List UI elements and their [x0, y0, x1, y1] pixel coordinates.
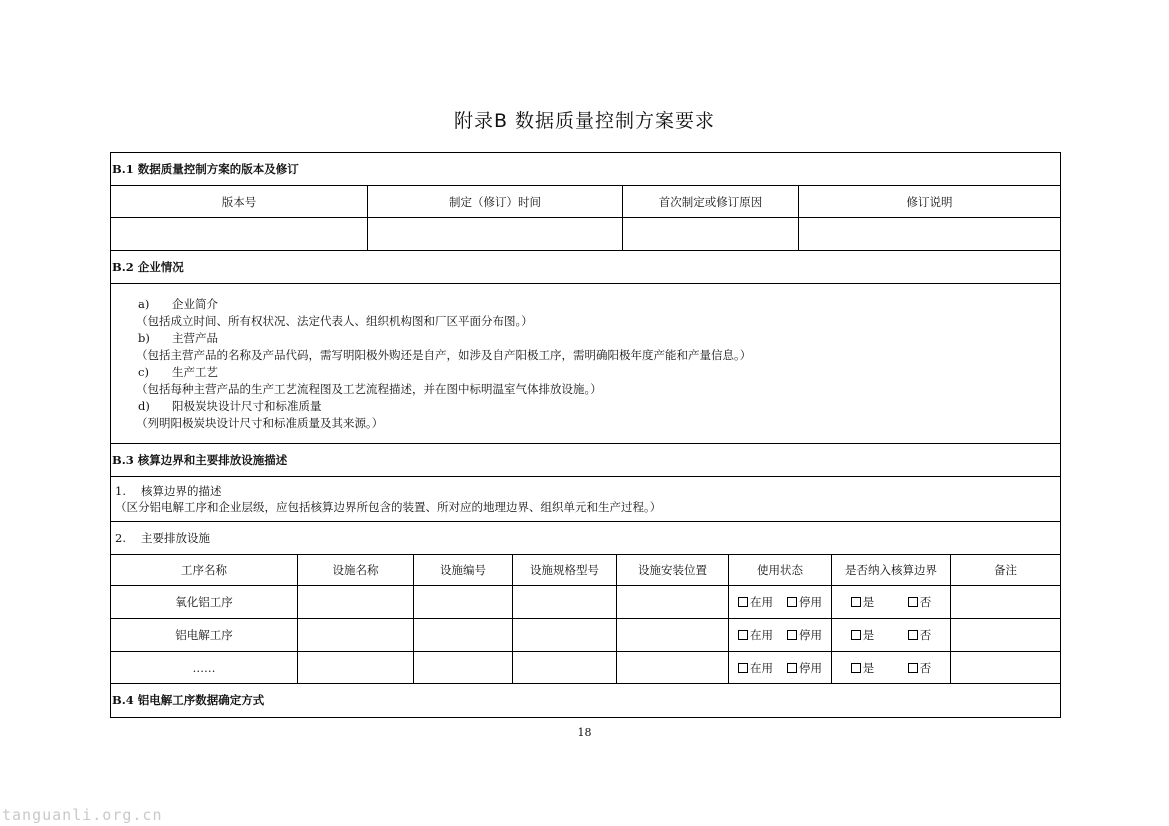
b2-item-d-note: （列明阳极炭块设计尺寸和标准质量及其来源。） — [136, 416, 384, 430]
checkbox-icon — [908, 630, 918, 640]
checkbox-icon — [851, 663, 861, 673]
usage-status-options — [729, 619, 832, 651]
b3-facilities-label: 2. 主要排放设施 — [111, 522, 1060, 555]
status-stopped-checkbox[interactable]: 停用 — [787, 594, 822, 610]
b1-empty-row — [111, 218, 1060, 251]
b2-item-b: b) 主营产品 — [138, 331, 218, 345]
section-b2-heading: B.2 企业情况 — [111, 251, 1060, 284]
col-revision-reason: 首次制定或修订原因 — [623, 186, 799, 217]
facility-name-cell[interactable] — [298, 652, 414, 683]
b2-company-info — [111, 284, 1060, 444]
table-row — [111, 652, 1060, 684]
in-boundary-options — [832, 619, 951, 651]
checkbox-icon — [908, 663, 918, 673]
process-name: 铝电解工序 — [111, 619, 298, 651]
status-in-use-checkbox[interactable]: 在用 — [738, 627, 773, 643]
facility-model-cell[interactable] — [513, 586, 617, 618]
col-in-boundary: 是否纳入核算边界 — [832, 555, 951, 585]
boundary-no-checkbox[interactable]: 否 — [908, 660, 932, 676]
section-b1-heading: B.1 数据质量控制方案的版本及修订 — [111, 153, 1060, 186]
usage-status-options — [729, 586, 832, 618]
facility-name-cell[interactable] — [298, 586, 414, 618]
checkbox-icon — [787, 663, 797, 673]
watermark: tanguanli.org.cn — [2, 806, 163, 824]
b2-item-c-note: （包括每种主营产品的生产工艺流程图及工艺流程描述，并在图中标明温室气体排放设施。） — [136, 382, 602, 396]
col-facility-number: 设施编号 — [414, 555, 513, 585]
checkbox-icon — [908, 597, 918, 607]
facility-location-cell[interactable] — [617, 652, 729, 683]
cell-version[interactable] — [111, 218, 368, 250]
status-in-use-checkbox[interactable]: 在用 — [738, 594, 773, 610]
b3-facility-header-row — [111, 555, 1060, 586]
cell-revision-reason[interactable] — [623, 218, 799, 250]
b2-item-b-note: （包括主营产品的名称及产品代码，需写明阳极外购还是自产，如涉及自产阳极工序，需明确阳极年度产能和产量信息。） — [136, 348, 752, 362]
col-usage-status: 使用状态 — [729, 555, 832, 585]
table-row — [111, 586, 1060, 619]
checkbox-icon — [738, 597, 748, 607]
status-in-use-checkbox[interactable]: 在用 — [738, 660, 773, 676]
facility-number-cell[interactable] — [414, 652, 513, 683]
facility-number-cell[interactable] — [414, 586, 513, 618]
boundary-no-checkbox[interactable]: 否 — [908, 627, 932, 643]
section-b4-heading: B.4 铝电解工序数据确定方式 — [112, 693, 265, 707]
col-revision-notes: 修订说明 — [906, 194, 953, 209]
remarks-cell[interactable] — [951, 619, 1060, 651]
status-stopped-checkbox[interactable]: 停用 — [787, 660, 822, 676]
cell-revision-time[interactable] — [368, 218, 623, 250]
in-boundary-options — [832, 586, 951, 618]
facility-location-cell[interactable] — [617, 586, 729, 618]
col-facility-model: 设施规格型号 — [513, 555, 617, 585]
status-stopped-checkbox[interactable]: 停用 — [787, 627, 822, 643]
checkbox-icon — [738, 663, 748, 673]
b2-item-d: d) 阳极炭块设计尺寸和标准质量 — [138, 399, 322, 413]
page-number: 18 — [577, 726, 592, 739]
process-name: …… — [111, 652, 298, 683]
in-boundary-options — [832, 652, 951, 683]
boundary-no-checkbox[interactable]: 否 — [908, 594, 932, 610]
b3-boundary-description: 1. 核算边界的描述 （区分铝电解工序和企业层级，应包括核算边界所包含的装置、所对应的地理边界、组织单元和生产过程。） — [111, 477, 1060, 522]
col-facility-location: 设施安装位置 — [617, 555, 729, 585]
col-process-name: 工序名称 — [111, 555, 298, 585]
process-name: 氧化铝工序 — [111, 586, 298, 618]
checkbox-icon — [787, 630, 797, 640]
checkbox-icon — [851, 597, 861, 607]
facility-number-cell[interactable] — [414, 619, 513, 651]
remarks-cell[interactable] — [951, 652, 1060, 683]
col-revision-time: 制定（修订）时间 — [368, 186, 623, 217]
facility-name-cell[interactable] — [298, 619, 414, 651]
cell-revision-notes[interactable] — [799, 218, 1060, 250]
col-facility-name: 设施名称 — [298, 555, 414, 585]
boundary-yes-checkbox[interactable]: 是 — [851, 660, 875, 676]
facility-model-cell[interactable] — [513, 619, 617, 651]
b2-item-c: c) 生产工艺 — [138, 365, 218, 379]
facility-location-cell[interactable] — [617, 619, 729, 651]
checkbox-icon — [787, 597, 797, 607]
remarks-cell[interactable] — [951, 586, 1060, 618]
b2-item-a-note: （包括成立时间、所有权状况、法定代表人、组织机构图和厂区平面分布图。） — [136, 314, 533, 328]
requirements-table — [110, 152, 1061, 718]
facility-model-cell[interactable] — [513, 652, 617, 683]
boundary-yes-checkbox[interactable]: 是 — [851, 627, 875, 643]
boundary-yes-checkbox[interactable]: 是 — [851, 594, 875, 610]
col-remarks: 备注 — [994, 563, 1017, 577]
b1-header-row — [111, 186, 1060, 218]
b3-boundary-note: （区分铝电解工序和企业层级，应包括核算边界所包含的装置、所对应的地理边界、组织单元和生产过程。） — [115, 500, 662, 514]
col-version: 版本号 — [111, 186, 368, 217]
b2-item-a: a) 企业简介 — [138, 297, 218, 311]
usage-status-options — [729, 652, 832, 683]
checkbox-icon — [851, 630, 861, 640]
section-b3-heading: B.3 核算边界和主要排放设施描述 — [111, 444, 1060, 477]
page-title: 附录B 数据质量控制方案要求 — [453, 110, 716, 132]
table-row — [111, 619, 1060, 652]
checkbox-icon — [738, 630, 748, 640]
